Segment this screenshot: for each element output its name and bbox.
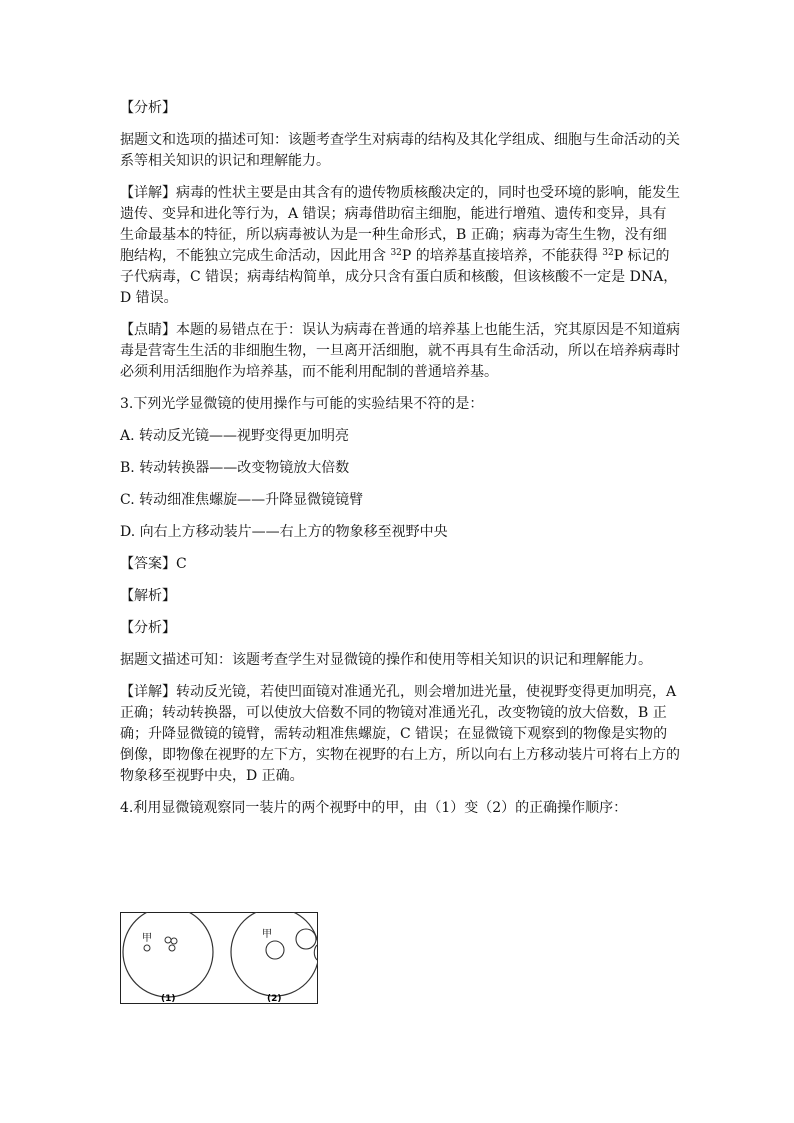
question-3-detail-text: 转动反光镜，若使凹面镜对准通光孔，则会增加进光量，使视野变得更加明亮，A 正确；转动转换器，可以使放大倍数不同的物镜对准通光孔，改变物镜的放大倍数，B 正确；升降显微镜的镜臂，需转动粗准焦螺旋，C 错误；在显微镜下观察到的物像是实物的倒像，即物像在视野的左下方，实物在视野的右上方，所以向右上方移动装片可将右上方的物象移至视野中央，D 正确。 [120, 684, 680, 784]
comment-paragraph [120, 320, 680, 383]
detail-tag: 【详解】 [120, 185, 176, 201]
microscope-fields-figure [120, 912, 318, 1004]
question-3-option-a: A. 转动反光镜——视野变得更加明亮 [120, 428, 350, 444]
question-3-detail-tag: 【详解】 [120, 684, 176, 700]
question-3-analysis-text: 据题文描述可知：该题考查学生对显微镜的操作和使用等相关知识的识记和理解能力。 [120, 652, 652, 668]
question-3-answer: 【答案】C [120, 556, 187, 572]
question-3-option-d: D. 向右上方移动装片——右上方的物象移至视野中央 [120, 524, 448, 540]
field-1-jia-label: 甲 [142, 933, 152, 944]
isotope-superscript-2: 32 [602, 248, 614, 258]
detail-text-b: P 的培养基直接培养，不能获得 [401, 248, 603, 264]
field-2-jia-label: 甲 [262, 929, 272, 940]
question-3-analysis-heading: 【分析】 [120, 620, 176, 636]
detail-text-a: 病毒的性状主要是由其含有的遗传物质核酸决定的，同时也受环境的影响，能发生遗传、变异和进化等行为，A 错误；病毒借助宿主细胞，能进行增殖、遗传和变异，具有生命最基本的特征，所以病毒被认为是一种生命形式，B 正确；病毒为寄生生物，没有细胞结构，不能独立完成生命活动，因此用含 [120, 185, 680, 264]
question-3-option-c: C. 转动细准焦螺旋——升降显微镜镜臂 [120, 492, 364, 508]
question-3-detail-paragraph [120, 682, 680, 787]
comment-tag: 【点睛】 [120, 322, 176, 338]
figure-caption-1: (1) [161, 994, 176, 1004]
question-4-stem: 4.利用显微镜观察同一装片的两个视野中的甲，由（1）变（2）的正确操作顺序： [120, 800, 628, 816]
analysis-heading: 【分析】 [120, 100, 176, 116]
detail-paragraph [120, 183, 680, 309]
isotope-superscript-1: 32 [390, 248, 402, 258]
comment-text: 本题的易错点在于：误认为病毒在普通的培养基上也能生活，究其原因是不知道病毒是营寄生生活的非细胞生物，一旦离开活细胞，就不再具有生命活动，所以在培养病毒时必须利用活细胞作为培养基，而不能利用配制的普通培养基。 [120, 322, 680, 380]
microscope-fields-svg [120, 912, 318, 1004]
question-3-explain-heading: 【解析】 [120, 588, 176, 604]
figure-border [121, 913, 318, 1004]
analysis-text: 据题文和选项的描述可知：该题考查学生对病毒的结构及其化学组成、细胞与生命活动的关系等相关知识的识记和理解能力。 [120, 132, 680, 169]
question-3-option-b: B. 转动转换器——改变物镜放大倍数 [120, 460, 350, 476]
question-3-stem: 3.下列光学显微镜的使用操作与可能的实验结果不符的是： [120, 396, 484, 412]
detail-text-c: P 标记的子代病毒，C 错误；病毒结构简单，成分只含有蛋白质和核酸，但该核酸不一定是 DNA，D 错误。 [120, 248, 678, 306]
document-page [120, 98, 680, 830]
figure-caption-2: (2) [267, 994, 282, 1004]
